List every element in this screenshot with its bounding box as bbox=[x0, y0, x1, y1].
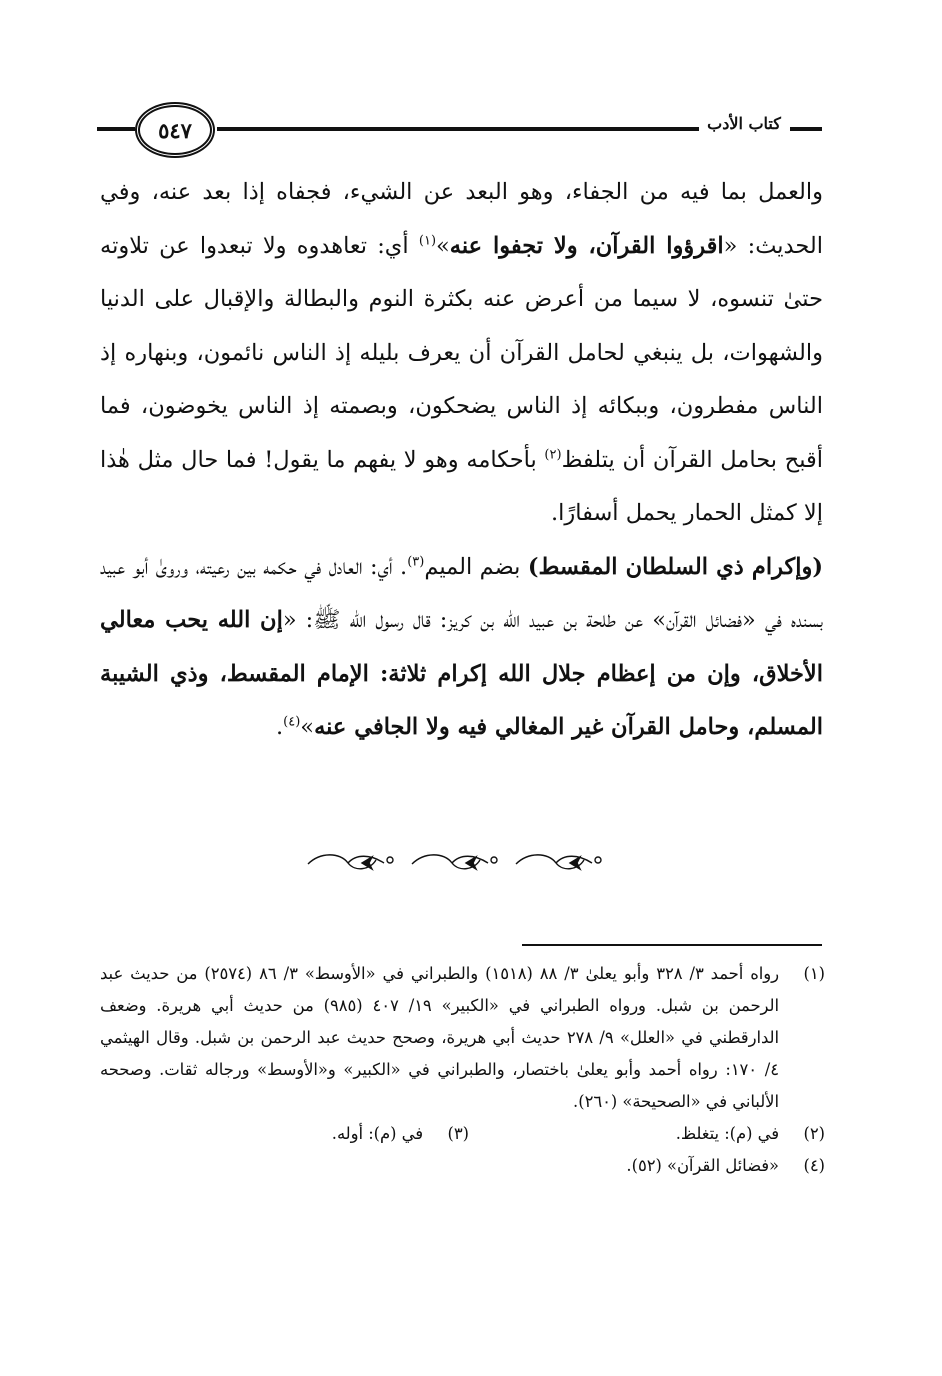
text-run: . أي: العادل في حكمه بين رعيته، وروىٰ أبو عبيد بسنده في «فضائل القرآن» عن طلحة بن عبيد الله بن كريز: قال رسول الله ﷺ: « bbox=[100, 553, 823, 633]
footnote-number: (٣) bbox=[447, 1124, 469, 1143]
running-title: كتاب الأدب bbox=[707, 114, 781, 133]
footnote-3 bbox=[113, 1118, 469, 1150]
header-rule-right bbox=[790, 127, 822, 131]
footnote-text: في (م): يتغلظ. bbox=[675, 1124, 779, 1143]
header-rule-middle bbox=[217, 127, 699, 131]
footnote-4 bbox=[100, 1150, 825, 1182]
ornament-motif bbox=[412, 855, 497, 869]
paragraph-1 bbox=[100, 166, 823, 541]
text-run: أي: تعاهدوه ولا تبعدوا عن تلاوته حتىٰ تنسوه، لا سيما من أعرض عنه بكثرة النوم والبطالة والإقبال على الدنيا والشهوات، بل ينبغي لحامل القرآن أن يعرف بليله إذ الناس نائمون، وبنهاره إذ الناس مفطرون، وببكائه إذ الناس يضحكون، وبصمته إذ الناس يخوضون، فما أقبح بحامل القرآن أن يتلفظ bbox=[100, 232, 823, 473]
text-run: . bbox=[276, 714, 284, 740]
footnote-number: (٢) bbox=[803, 1124, 825, 1143]
text-run: بضم الميم bbox=[424, 553, 528, 580]
footnote-text: في (م): أوله. bbox=[331, 1124, 423, 1143]
text-run: » bbox=[436, 232, 450, 259]
footnote-text: «فضائل القرآن» (٥٢). bbox=[626, 1156, 779, 1175]
footnote-1 bbox=[100, 958, 825, 1118]
text-run: » bbox=[300, 714, 315, 740]
footnote-text: رواه أحمد ٣/ ٣٢٨ وأبو يعلىٰ ٣/ ٨٨ (١٥١٨) والطبراني في «الأوسط» ٣/ ٨٦ (٢٥٧٤) من حديث عبد الرحمن بن شبل. ورواه الطبراني في «الكبير» ١٩/ ٤٠٧ (٩٨٥) من حديث أبي هريرة. وضعف الدارقطني في «العلل» ٩/ ٢٧٨ حديث أبي هريرة، وصحح حديث عبد الرحمن بن شبل. وقال الهيثمي ٤/ ١٧٠: رواه أحمد وأبو يعلىٰ باختصار، والطبراني في «الكبير» و«الأوسط» ورجاله ثقات. وصححه الألباني في «الصحيحة» (٢٦٠). bbox=[100, 964, 780, 1111]
paragraph-2 bbox=[100, 541, 823, 755]
footnote-ref-1: (١) bbox=[418, 233, 437, 248]
ornament-divider bbox=[300, 848, 620, 878]
footnote-ref-2: (٢) bbox=[544, 447, 562, 462]
hadith-quote: إن الله يحب معالي الأخلاق، وإن من إعظام جلال الله إكرام ثلاثة: الإمام المقسط، وذي الشيبة المسلم، وحامل القرآن غير المغالي فيه ولا الجافي عنه bbox=[100, 607, 823, 740]
matn-heading: (وإكرام ذي السلطان المقسط) bbox=[527, 553, 823, 580]
main-text bbox=[100, 166, 823, 755]
text-run: والعمل بما فيه من الجفاء، وهو البعد عن الشيء، فجفاه إذا بعد عنه، وفي الحديث: « bbox=[100, 179, 823, 259]
header-rule-left bbox=[97, 127, 135, 131]
page-number: ٥٤٧ bbox=[135, 102, 215, 158]
footnote-ref-3: (٣) bbox=[407, 554, 425, 569]
footnote-number: (١) bbox=[803, 964, 825, 983]
text-run: بأحكامه وهو لا يفهم ما يقول! فما حال مثل هٰذا إلا كمثل الحمار يحمل أسفارًا. bbox=[100, 446, 823, 526]
footnote-ref-4: (٤) bbox=[283, 714, 301, 730]
footnote-2 bbox=[469, 1118, 825, 1150]
ornament-motif bbox=[516, 855, 601, 869]
footnote-separator bbox=[522, 944, 822, 946]
page-header bbox=[97, 96, 822, 160]
ornament-motif bbox=[308, 855, 393, 869]
footnote-row bbox=[100, 1118, 825, 1150]
footnotes bbox=[100, 958, 825, 1182]
hadith-quote: اقرؤوا القرآن، ولا تجفوا عنه bbox=[449, 232, 724, 259]
footnote-number: (٤) bbox=[803, 1156, 825, 1175]
